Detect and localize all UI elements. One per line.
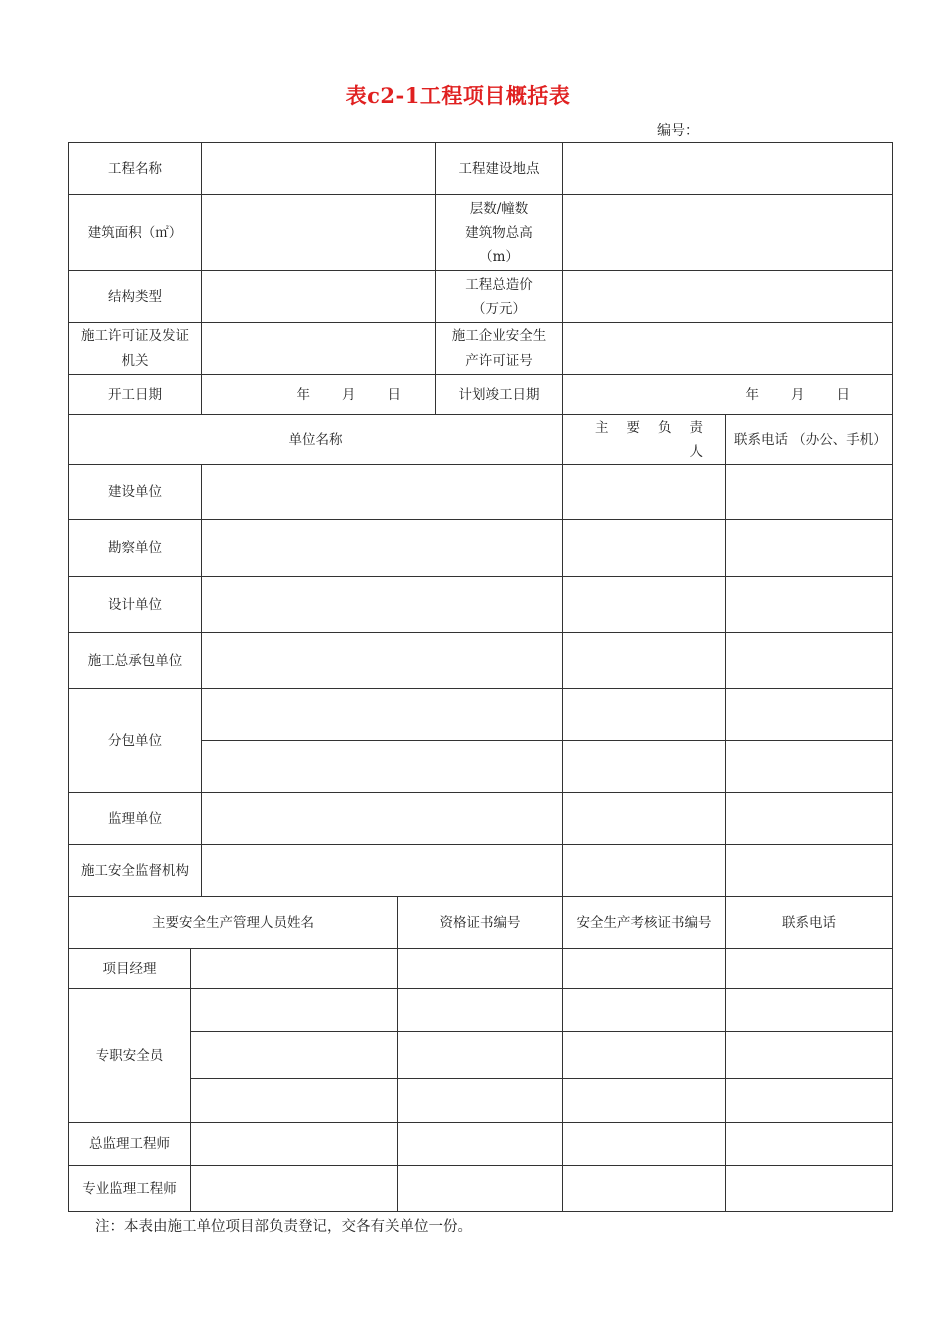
cost-label-line1: 工程总造价 — [465, 276, 533, 293]
staff-phone-header: 联系电话 — [726, 897, 893, 949]
phone-header: 联系电话 （办公、手机） — [726, 415, 893, 465]
cert-number-cell[interactable] — [398, 1032, 563, 1079]
project-name-cell[interactable] — [202, 143, 436, 195]
unit-phone-cell[interactable] — [726, 465, 893, 520]
staff-phone-cell[interactable] — [726, 1079, 893, 1123]
unit-principal-cell[interactable] — [563, 633, 726, 689]
safety-permit-label — [436, 323, 563, 375]
safety-permit-label-line2: 产许可证号 — [465, 352, 533, 369]
unit-label: 设计单位 — [69, 577, 202, 633]
unit-phone-cell[interactable] — [726, 520, 893, 577]
cert-number-cell[interactable] — [398, 1079, 563, 1123]
unit-principal-cell[interactable] — [563, 741, 726, 793]
safety-cert-cell[interactable] — [563, 949, 726, 989]
start-day-label: 日 — [387, 386, 401, 403]
unit-name-header: 单位名称 — [69, 415, 563, 465]
unit-principal-cell[interactable] — [563, 520, 726, 577]
staff-role-label: 专业监理工程师 — [69, 1166, 191, 1212]
cost-label — [436, 271, 563, 323]
staff-name-cell[interactable] — [191, 1166, 398, 1212]
permit-label-line1: 施工许可证及发证 — [81, 327, 189, 344]
serial-number-label: 编号： — [657, 123, 699, 139]
floors-cell[interactable] — [563, 195, 893, 271]
staff-name-cell[interactable] — [191, 1032, 398, 1079]
unit-phone-cell[interactable] — [726, 633, 893, 689]
unit-phone-cell[interactable] — [726, 793, 893, 845]
staff-name-cell[interactable] — [191, 1123, 398, 1166]
start-month-label: 月 — [342, 386, 356, 403]
unit-phone-cell[interactable] — [726, 577, 893, 633]
unit-name-cell[interactable] — [202, 741, 563, 793]
unit-name-cell[interactable] — [202, 793, 563, 845]
safety-cert-cell[interactable] — [563, 1123, 726, 1166]
permit-label — [69, 323, 202, 375]
end-year-label: 年 — [745, 386, 759, 403]
floors-label-line1: 层数/幢数 — [469, 200, 529, 217]
staff-role-label: 总监理工程师 — [69, 1123, 191, 1166]
staff-name-cell[interactable] — [191, 1079, 398, 1123]
end-day-label: 日 — [836, 386, 850, 403]
permit-cell[interactable] — [202, 323, 436, 375]
unit-label: 分包单位 — [69, 689, 202, 793]
unit-name-cell[interactable] — [202, 633, 563, 689]
end-month-label: 月 — [791, 386, 805, 403]
permit-label-line2: 机关 — [121, 352, 149, 369]
staff-name-cell[interactable] — [191, 989, 398, 1032]
safety-staff-table — [68, 896, 893, 1212]
floors-label-line3: （m） — [479, 248, 519, 265]
unit-phone-cell[interactable] — [726, 741, 893, 793]
cert-number-cell[interactable] — [398, 1123, 563, 1166]
start-year-label: 年 — [296, 386, 310, 403]
area-label: 建筑面积（㎡） — [69, 195, 202, 271]
staff-phone-cell[interactable] — [726, 1166, 893, 1212]
safety-permit-cell[interactable] — [563, 323, 893, 375]
unit-name-cell[interactable] — [202, 577, 563, 633]
project-name-label: 工程名称 — [69, 143, 202, 195]
cert-number-header: 资格证书编号 — [398, 897, 563, 949]
staff-phone-cell[interactable] — [726, 989, 893, 1032]
unit-principal-cell[interactable] — [563, 577, 726, 633]
unit-name-cell[interactable] — [202, 689, 563, 741]
safety-cert-header: 安全生产考核证书编号 — [563, 897, 726, 949]
location-cell[interactable] — [563, 143, 893, 195]
floors-label-line2: 建筑物总高 — [465, 224, 533, 241]
start-date-cell[interactable] — [202, 375, 436, 415]
structure-cell[interactable] — [202, 271, 436, 323]
unit-phone-cell[interactable] — [726, 845, 893, 897]
unit-principal-cell[interactable] — [563, 793, 726, 845]
staff-name-header: 主要安全生产管理人员姓名 — [69, 897, 398, 949]
cert-number-cell[interactable] — [398, 989, 563, 1032]
area-cell[interactable] — [202, 195, 436, 271]
structure-label: 结构类型 — [69, 271, 202, 323]
safety-cert-cell[interactable] — [563, 1032, 726, 1079]
staff-name-cell[interactable] — [191, 949, 398, 989]
location-label: 工程建设地点 — [436, 143, 563, 195]
unit-principal-cell[interactable] — [563, 465, 726, 520]
unit-label: 勘察单位 — [69, 520, 202, 577]
unit-principal-cell[interactable] — [563, 689, 726, 741]
staff-phone-cell[interactable] — [726, 1123, 893, 1166]
safety-cert-cell[interactable] — [563, 1079, 726, 1123]
cert-number-cell[interactable] — [398, 1166, 563, 1212]
unit-label: 监理单位 — [69, 793, 202, 845]
safety-permit-label-line1: 施工企业安全生 — [451, 327, 547, 344]
end-date-cell[interactable] — [563, 375, 893, 415]
unit-name-cell[interactable] — [202, 845, 563, 897]
principal-header: 主要负责人 — [563, 415, 726, 465]
unit-principal-cell[interactable] — [563, 845, 726, 897]
safety-cert-cell[interactable] — [563, 1166, 726, 1212]
unit-phone-cell[interactable] — [726, 689, 893, 741]
project-info-table — [68, 142, 893, 897]
staff-phone-cell[interactable] — [726, 949, 893, 989]
safety-cert-cell[interactable] — [563, 989, 726, 1032]
project-summary-form — [68, 142, 892, 1212]
cert-number-cell[interactable] — [398, 949, 563, 989]
unit-name-cell[interactable] — [202, 465, 563, 520]
unit-label: 施工总承包单位 — [69, 633, 202, 689]
unit-label: 施工安全监督机构 — [69, 845, 202, 897]
form-title: 表c2-1工程项目概括表 — [345, 83, 571, 108]
footnote: 注：本表由施工单位项目部负责登记，交各有关单位一份。 — [95, 1219, 472, 1235]
staff-role-label: 专职安全员 — [69, 989, 191, 1123]
cost-cell[interactable] — [563, 271, 893, 323]
end-date-label: 计划竣工日期 — [436, 375, 563, 415]
start-date-label: 开工日期 — [69, 375, 202, 415]
floors-label — [436, 195, 563, 271]
staff-phone-cell[interactable] — [726, 1032, 893, 1079]
unit-name-cell[interactable] — [202, 520, 563, 577]
staff-role-label: 项目经理 — [69, 949, 191, 989]
unit-label: 建设单位 — [69, 465, 202, 520]
cost-label-line2: （万元） — [472, 300, 526, 317]
